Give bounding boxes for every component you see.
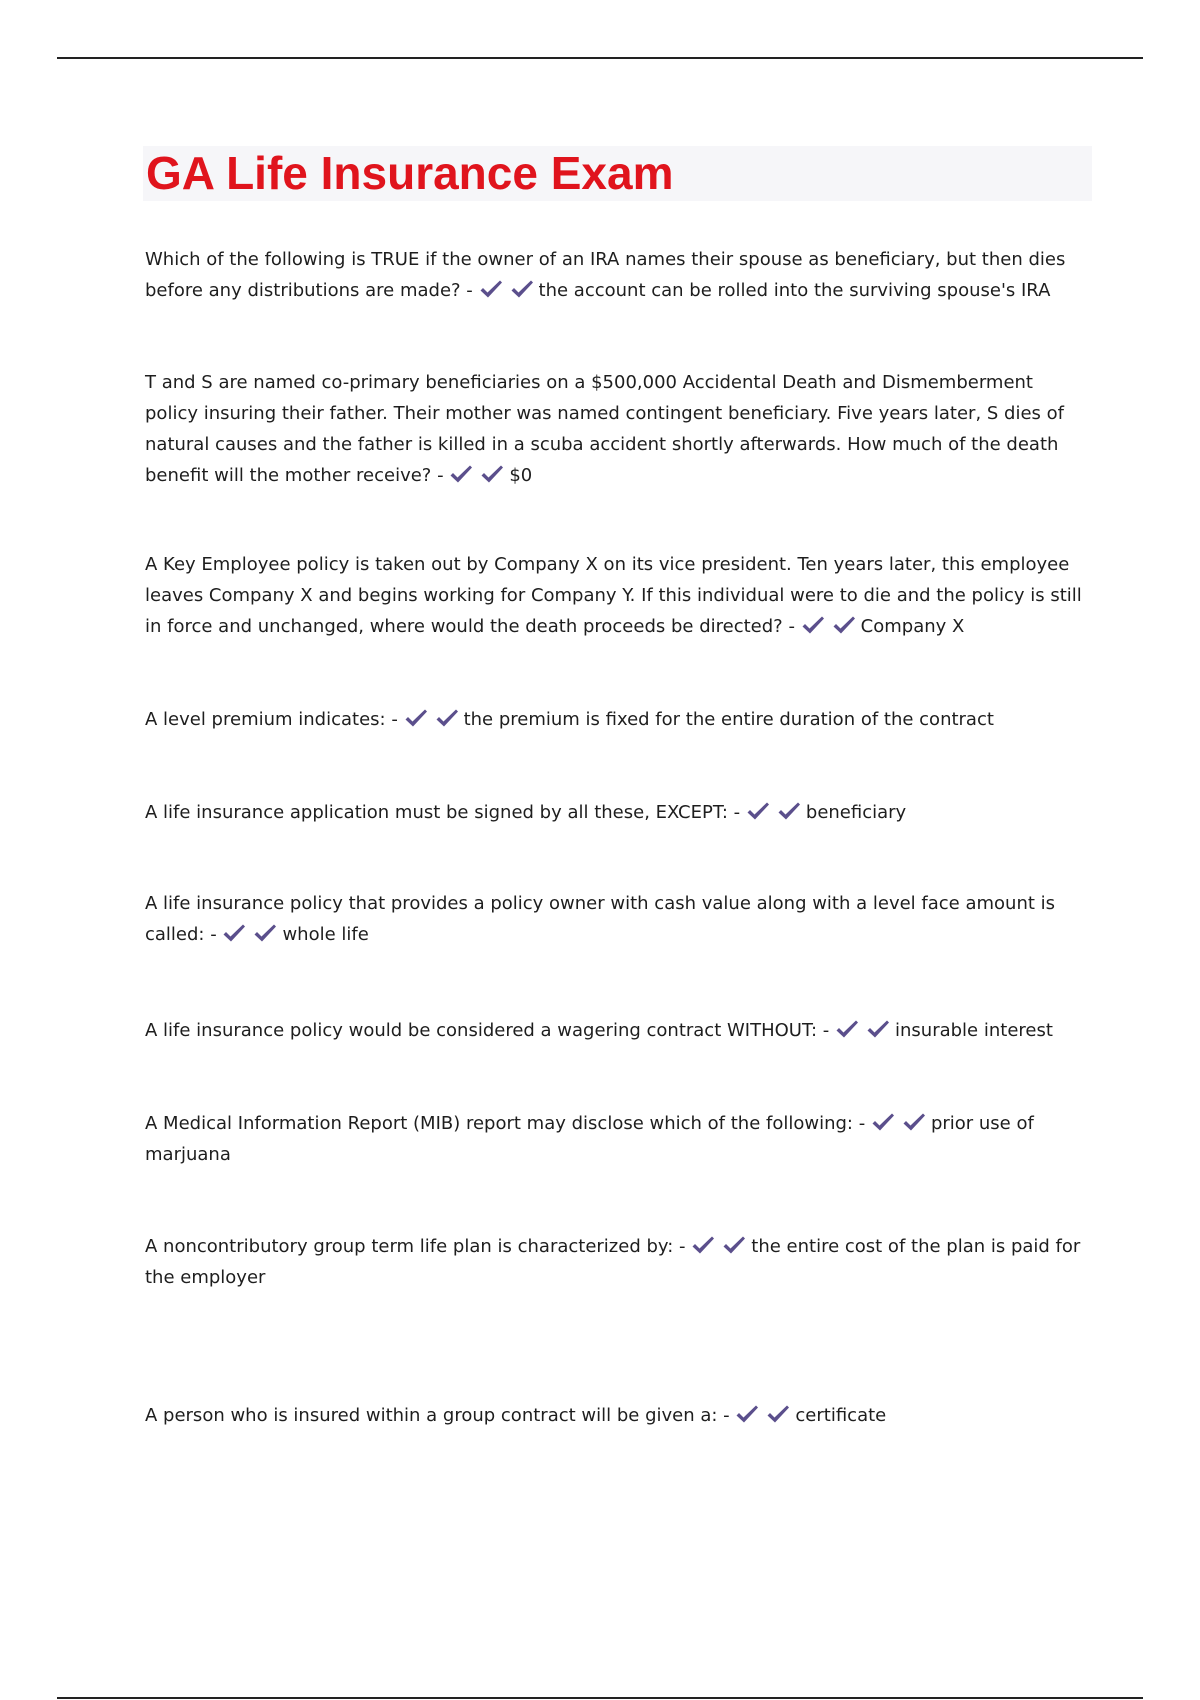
- checkmark-icon: [871, 1112, 895, 1132]
- checkmark-icon: [691, 1235, 715, 1255]
- checkmark-icon: [902, 1112, 926, 1132]
- qa-item: [145, 549, 1090, 642]
- checkmark-icon: [835, 1019, 859, 1039]
- question-text: A life insurance application must be signed by all these, EXCEPT: -: [145, 802, 741, 823]
- qa-item: [145, 1400, 1090, 1431]
- question-text: A person who is insured within a group contract will be given a: -: [145, 1405, 730, 1426]
- qa-item: [145, 1015, 1090, 1046]
- qa-item: [145, 704, 1090, 735]
- answer-text: the premium is fixed for the entire duration of the contract: [463, 709, 994, 730]
- checkmark-icon: [480, 464, 504, 484]
- checkmark-icon: [253, 923, 277, 943]
- answer-text: prior use of marjuana: [145, 1113, 1034, 1165]
- checkmark-icon: [510, 279, 534, 299]
- answer-text: insurable interest: [895, 1020, 1053, 1041]
- question-text: A Medical Information Report (MIB) report may disclose which of the following: -: [145, 1113, 866, 1134]
- answer-text: the account can be rolled into the surviving spouse's IRA: [538, 280, 1051, 301]
- qa-item: [145, 1231, 1090, 1293]
- page-title: GA Life Insurance Exam: [146, 147, 674, 199]
- checkmark-icon: [801, 615, 825, 635]
- qa-item: [145, 797, 1090, 828]
- qa-item: [145, 367, 1090, 491]
- checkmark-icon: [722, 1235, 746, 1255]
- checkmark-icon: [832, 615, 856, 635]
- question-text: A noncontributory group term life plan is characterized by: -: [145, 1236, 686, 1257]
- footer-rule: [57, 1697, 1143, 1699]
- qa-item: [145, 888, 1090, 950]
- answer-text: Company X: [860, 616, 965, 637]
- answer-text: whole life: [282, 924, 369, 945]
- answer-text: the entire cost of the plan is paid for the employer: [145, 1236, 1081, 1288]
- header-rule: [57, 57, 1143, 59]
- checkmark-icon: [449, 464, 473, 484]
- checkmark-icon: [435, 708, 459, 728]
- qa-item: [145, 1108, 1090, 1170]
- checkmark-icon: [766, 1404, 790, 1424]
- answer-text: certificate: [795, 1405, 887, 1426]
- qa-item: [145, 244, 1090, 306]
- question-text: A Key Employee policy is taken out by Company X on its vice president. Ten years later, this employee leaves Company X and begins working for Company Y. If this individual were to die and the policy is still in force and unchanged, where would the death proceeds be directed? -: [145, 554, 1082, 637]
- checkmark-icon: [479, 279, 503, 299]
- question-text: Which of the following is TRUE if the owner of an IRA names their spouse as beneficiary, but then dies before any distributions are made? -: [145, 249, 1066, 301]
- question-text: A level premium indicates: -: [145, 709, 398, 730]
- checkmark-icon: [746, 801, 770, 821]
- checkmark-icon: [735, 1404, 759, 1424]
- answer-text: beneficiary: [805, 802, 907, 823]
- question-text: A life insurance policy would be considered a wagering contract WITHOUT: -: [145, 1020, 830, 1041]
- checkmark-icon: [777, 801, 801, 821]
- answer-text: $0: [509, 465, 533, 486]
- question-text: A life insurance policy that provides a policy owner with cash value along with a level face amount is called: -: [145, 893, 1056, 945]
- question-text: T and S are named co-primary beneficiaries on a $500,000 Accidental Death and Dismemberment policy insuring their father. Their mother was named contingent beneficiary. Five years later, S dies of natural causes and the father is killed in a scuba accident shortly afterwards. How much of the death benefit will the mother receive? -: [145, 372, 1064, 486]
- checkmark-icon: [866, 1019, 890, 1039]
- checkmark-icon: [222, 923, 246, 943]
- checkmark-icon: [404, 708, 428, 728]
